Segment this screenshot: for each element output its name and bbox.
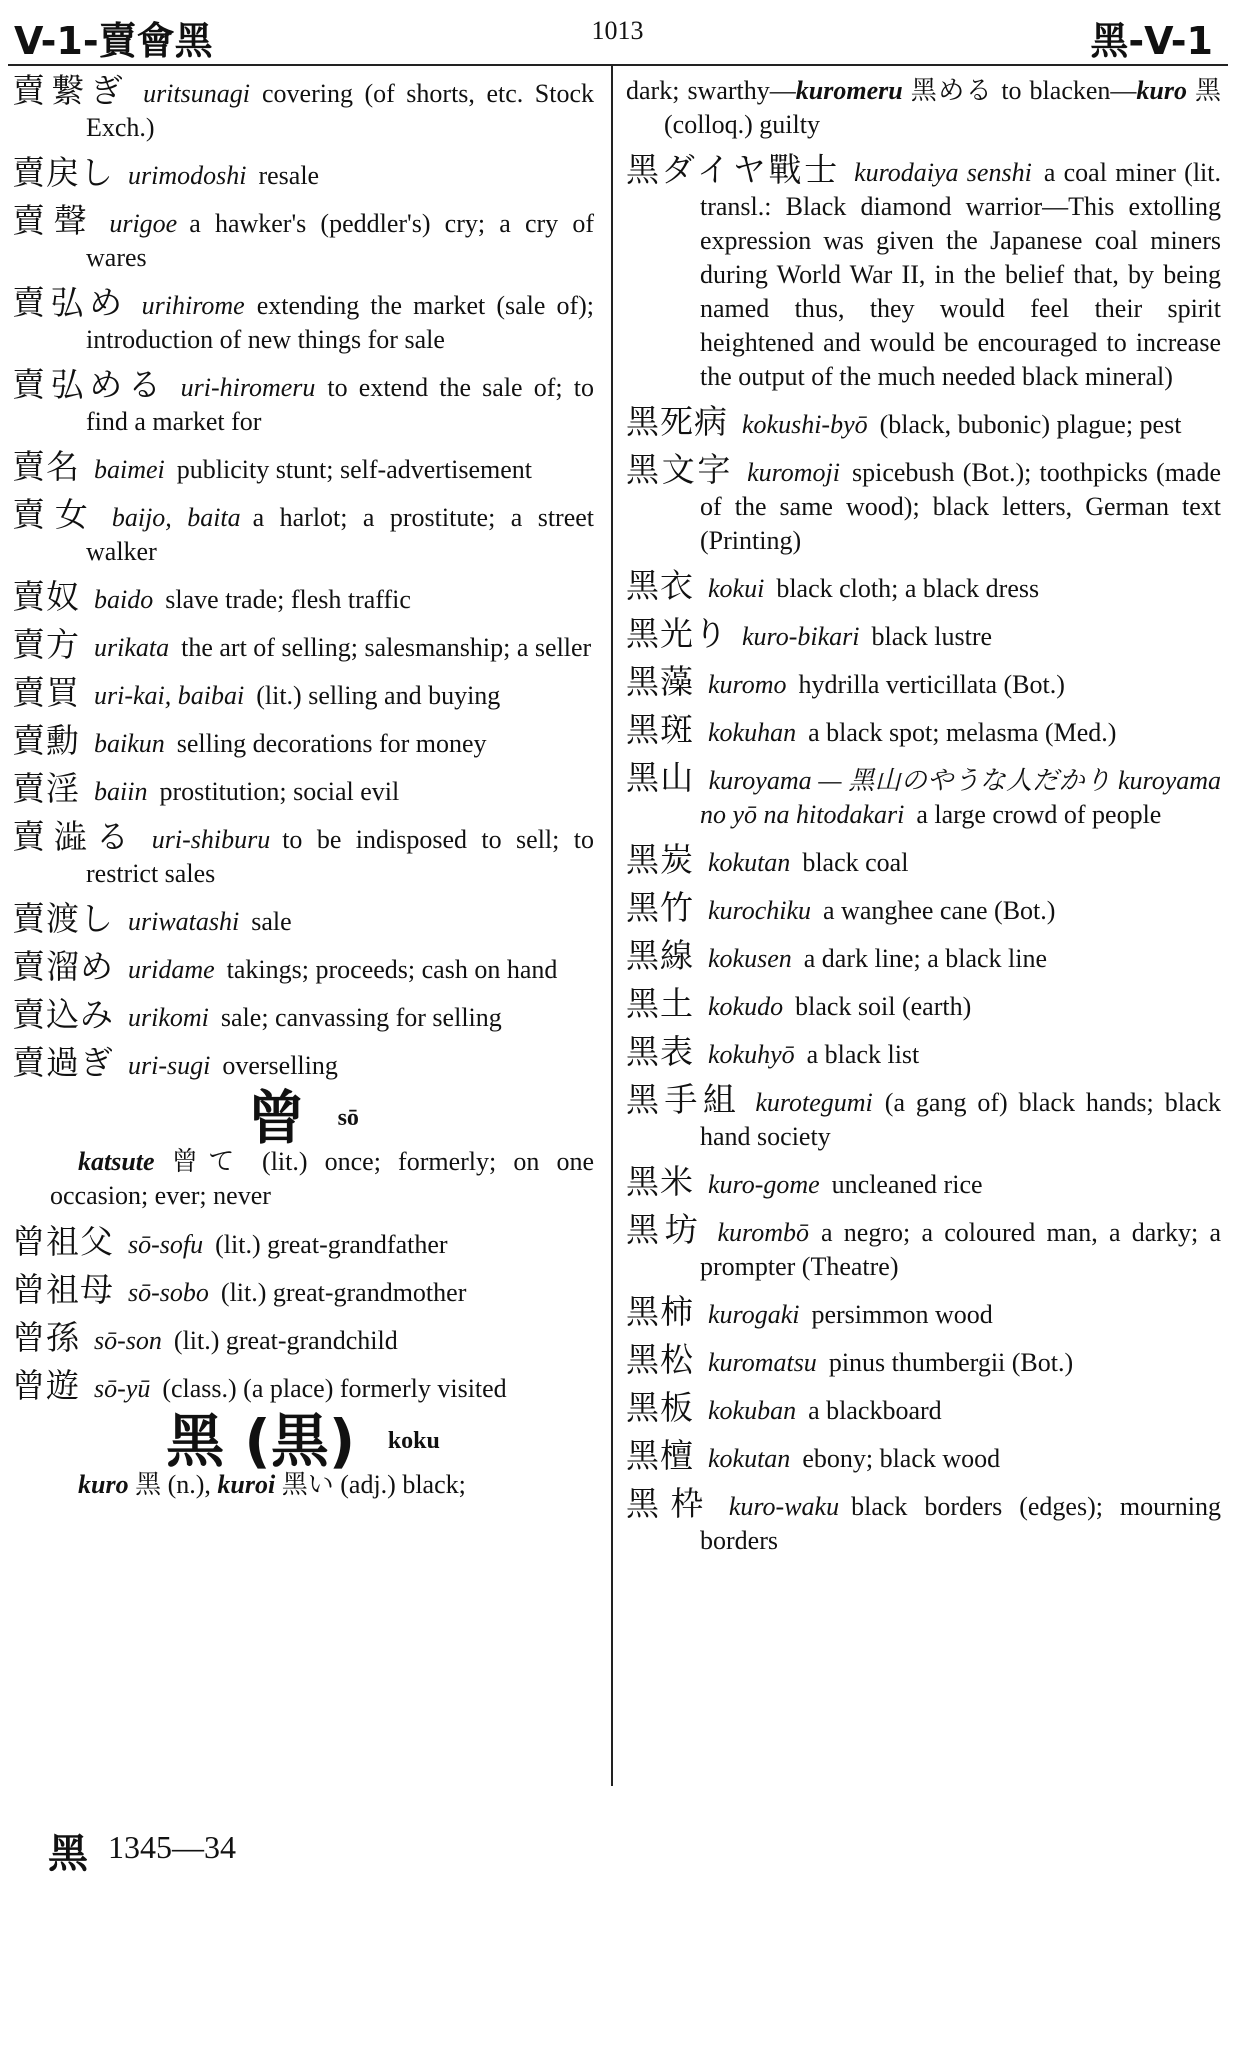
entry-headword: 黑衣 [626, 566, 694, 605]
entry-gloss: (lit.) selling and buying [256, 681, 501, 710]
entry-gloss: takings; proceeds; cash on hand [226, 955, 558, 984]
entry-headword: 賣女 [12, 495, 98, 534]
entry-headword: 賣聲 [12, 201, 96, 240]
entry-headword: 黑土 [626, 984, 694, 1023]
intro-gloss: to blacken— [1001, 76, 1137, 105]
page-header [0, 0, 1235, 66]
intro-reading: kuromeru [795, 76, 903, 105]
entry-gloss: a black list [806, 1040, 920, 1069]
footer-kanji: 黑 [48, 1831, 88, 1877]
entry-romanization: kurotegumi [755, 1088, 873, 1117]
entry-gloss: black lustre [871, 622, 993, 651]
entry-romanization: kokusen [708, 944, 792, 973]
entry-headword: 賣繋ぎ [12, 71, 130, 110]
section-intro-so [12, 1145, 594, 1213]
dictionary-entry [12, 153, 594, 193]
entry-romanization: kurodaiya senshi [854, 158, 1032, 187]
entry-gloss: a dark line; a black line [803, 944, 1048, 973]
column-divider [611, 66, 613, 1786]
entry-headword: 黑竹 [626, 888, 694, 927]
header-left-section-label: V-1-賣會黑 [14, 19, 213, 63]
intro-gloss: (adj.) black; [340, 1470, 466, 1500]
entry-romanization: sō-sobo [128, 1278, 209, 1308]
entry-romanization: urikomi [128, 1003, 209, 1032]
entry-gloss: a harlot; a prostitute; a street walker [86, 503, 594, 566]
intro-gloss: (colloq.) guilty [664, 110, 820, 139]
entry-gloss: persimmon wood [811, 1300, 993, 1329]
entry-headword: 賣買 [12, 673, 80, 712]
entry-romanization: uri-shiburu [151, 825, 271, 854]
right-entry-list [626, 150, 1222, 1558]
dictionary-entry [12, 71, 594, 145]
so-entry-list [12, 1222, 594, 1406]
entry-headword: 賣弘め [12, 283, 128, 322]
entry-headword: 黑炭 [626, 840, 694, 879]
dictionary-entry [12, 769, 594, 809]
entry-headword: 賣名 [12, 447, 80, 486]
entry-headword: 賣勳 [12, 721, 80, 760]
dictionary-entry [626, 1032, 1221, 1072]
entry-gloss: sale [251, 907, 292, 936]
entry-headword: 黑文字 [626, 450, 734, 489]
entry-gloss: black coal [802, 848, 909, 877]
entry-gloss: sale; canvassing for selling [220, 1003, 502, 1032]
entry-headword: 黑檀 [626, 1436, 694, 1475]
dictionary-entry [626, 888, 1221, 928]
entry-romanization: kuromatsu [708, 1348, 817, 1377]
dictionary-entry [626, 1162, 1221, 1202]
dictionary-entry [626, 1080, 1222, 1154]
entry-headword: 曾孫 [12, 1318, 80, 1358]
footer-reference: 1345—34 [108, 1828, 236, 1865]
dictionary-entry [12, 995, 594, 1035]
dictionary-entry [12, 899, 594, 939]
entry-gloss: uncleaned rice [831, 1170, 983, 1199]
section-kanji: 曾 [247, 1084, 306, 1153]
dictionary-entry [12, 1366, 594, 1406]
page-footer [48, 1822, 236, 1879]
entry-romanization: baikun [94, 729, 165, 758]
dictionary-entry [626, 936, 1221, 976]
entry-headword: 黑表 [626, 1032, 694, 1071]
entry-headword: 曾遊 [12, 1366, 80, 1406]
entry-headword: 賣澁る [12, 817, 138, 856]
entry-gloss: selling decorations for money [176, 729, 487, 758]
entry-gloss: extending the market (sale of); introduction of new things for sale [86, 291, 594, 354]
intro-kana: 黑 [1195, 76, 1222, 105]
intro-kana: 黑 [135, 1470, 162, 1500]
entry-romanization: sō-son [94, 1326, 162, 1356]
section-reading: sō [337, 1105, 359, 1132]
section-reading: koku [387, 1428, 440, 1455]
dictionary-entry [626, 984, 1221, 1024]
entry-gloss: (a gang of) black hands; black hand society [700, 1088, 1222, 1151]
entry-gloss: (class.) (a place) formerly visited [162, 1374, 507, 1404]
entry-headword: 黑斑 [626, 710, 694, 749]
dictionary-entry [626, 402, 1221, 442]
entry-headword: 賣込み [12, 995, 114, 1034]
entry-gloss: a wanghee cane (Bot.) [823, 896, 1056, 925]
entry-gloss: publicity stunt; self-advertisement [176, 455, 533, 484]
entry-romanization: baiin [94, 777, 148, 806]
dictionary-entry [626, 1388, 1221, 1428]
entry-headword: 黑手組 [626, 1080, 742, 1119]
entry-gloss: slave trade; flesh traffic [165, 585, 411, 614]
dictionary-entry [626, 662, 1221, 702]
entry-gloss: a large crowd of people [916, 800, 1162, 829]
dictionary-entry [12, 447, 594, 487]
dictionary-entry [626, 1484, 1222, 1558]
entry-headword: 黑坊 [626, 1210, 704, 1249]
entry-headword: 賣過ぎ [12, 1043, 114, 1082]
dictionary-entry [626, 1436, 1221, 1476]
intro-kana: 黑い [281, 1470, 334, 1500]
entry-headword: 賣戻し [12, 153, 114, 192]
entry-gloss: prostitution; social evil [159, 777, 400, 806]
dictionary-entry [12, 1043, 594, 1083]
entry-gloss: black soil (earth) [795, 992, 972, 1021]
dictionary-entry [626, 566, 1221, 606]
entry-romanization: kuro-bikari [742, 622, 860, 651]
intro-kana: 黑める [910, 76, 994, 105]
entry-gloss: (lit.) great-grandfather [215, 1230, 448, 1260]
entry-romanization: uritsunagi [143, 79, 250, 108]
entry-romanization: kurochiku [708, 896, 811, 925]
entry-romanization: kuro-waku [728, 1492, 840, 1521]
entry-romanization: urihirome [141, 291, 245, 320]
entry-gloss: black borders (edges); mourning borders [700, 1492, 1222, 1555]
intro-reading: kuro [1136, 76, 1187, 105]
entry-romanization: uridame [128, 955, 215, 984]
dictionary-entry [12, 673, 594, 713]
entry-gloss: (lit.) great-grandmother [220, 1278, 467, 1308]
entry-romanization: kuromoji [747, 458, 840, 487]
entry-gloss: to extend the sale of; to find a market for [86, 373, 594, 436]
entry-headword: 黑ダイヤ戰士 [626, 150, 841, 189]
entry-headword: 黑松 [626, 1340, 694, 1379]
entry-gloss: a black spot; melasma (Med.) [808, 718, 1117, 747]
entry-romanization: sō-sofu [128, 1230, 204, 1260]
entry-romanization: kokutan [708, 1444, 791, 1473]
dictionary-entry [12, 495, 594, 569]
dictionary-entry [626, 840, 1221, 880]
dictionary-entry [12, 1270, 594, 1310]
entry-gloss: a blackboard [808, 1396, 942, 1425]
entry-romanization: kokuhan [708, 718, 797, 747]
intro-reading: katsute [78, 1147, 155, 1177]
entry-gloss: a negro; a coloured man, a darky; a prompter (Theatre) [700, 1218, 1222, 1281]
header-rule [8, 64, 1228, 66]
entry-headword: 賣淫 [12, 769, 80, 808]
entry-romanization: baimei [94, 455, 165, 484]
entry-gloss: to be indisposed to sell; to restrict sales [86, 825, 595, 888]
continued-intro [626, 74, 1221, 142]
dictionary-entry [12, 283, 594, 357]
entry-romanization: kuro-gome [708, 1170, 820, 1199]
entry-headword: 黑死病 [626, 402, 728, 441]
page-number: 1013 [591, 16, 644, 45]
entry-gloss: resale [258, 161, 320, 190]
entry-romanization: kokushi-byō [742, 410, 868, 439]
left-entry-list [12, 71, 595, 1083]
entry-romanization: kuromo [708, 670, 787, 699]
entry-headword: 黑光り [626, 614, 728, 653]
dictionary-entry [12, 577, 594, 617]
dictionary-entry [626, 1340, 1221, 1380]
entry-headword: 黑枠 [626, 1484, 715, 1523]
intro-reading: kuro [78, 1470, 129, 1500]
entry-gloss: a hawker's (peddler's) cry; a cry of wares [86, 209, 594, 272]
entry-headword: 賣渡し [12, 899, 114, 938]
entry-romanization: kurogaki [708, 1300, 800, 1329]
entry-romanization: kuroyama — 黑山のやうな人だかり kuroyama no yō na hitodakari [700, 766, 1222, 829]
dictionary-entry [12, 817, 595, 891]
entry-romanization: kokutan [708, 848, 791, 877]
entry-headword: 黑板 [626, 1388, 694, 1427]
entry-romanization: uri-kai, baibai [94, 681, 245, 710]
entry-romanization: baijo, baita [111, 503, 241, 532]
entry-headword: 黑柿 [626, 1292, 694, 1331]
entry-romanization: urigoe [109, 209, 178, 238]
left-column [12, 71, 595, 1514]
entry-romanization: kurombō [717, 1218, 809, 1247]
section-heading-koku [12, 1407, 594, 1476]
dictionary-entry [626, 710, 1221, 750]
entry-gloss: ebony; black wood [802, 1444, 1001, 1473]
entry-romanization: uri-hiromeru [180, 373, 316, 402]
dictionary-entry [12, 1222, 594, 1262]
intro-gloss: dark; swarthy— [626, 76, 796, 105]
entry-headword: 黑藻 [626, 662, 694, 701]
entry-romanization: kokuban [708, 1396, 797, 1425]
entry-romanization: kokuhyō [708, 1040, 795, 1069]
entry-gloss: black cloth; a black dress [776, 574, 1040, 603]
header-right-section-label: 黑-V-1 [1090, 19, 1213, 63]
entry-headword: 黑線 [626, 936, 694, 975]
entry-headword: 賣弘める [12, 365, 167, 404]
dictionary-entry [626, 1210, 1222, 1284]
entry-headword: 賣方 [12, 625, 80, 664]
entry-gloss: a coal miner (lit. transl.: Black diamond warrior—This extolling expression was given the Japanese coal miners during World War II, in the belief that, by being named thus, they would feel their spirit heightened and would be encouraged to increase the output of the much needed black mineral) [700, 158, 1221, 391]
dictionary-entry [626, 614, 1221, 654]
entry-headword: 黑山 [626, 758, 695, 797]
entry-romanization: kokui [708, 574, 765, 603]
entry-romanization: uriwatashi [128, 907, 240, 936]
entry-gloss: spicebush (Bot.); toothpicks (made of the same wood); black letters, German text (Printing) [700, 458, 1222, 555]
dictionary-entry [626, 758, 1222, 832]
section-heading-so [12, 1084, 594, 1153]
dictionary-entry [626, 1292, 1221, 1332]
entry-romanization: urimodoshi [128, 161, 247, 190]
entry-gloss: hydrilla verticillata (Bot.) [798, 670, 1065, 699]
intro-kana: 曾て [171, 1147, 245, 1177]
entry-gloss: the art of selling; salesmanship; a seller [181, 633, 592, 662]
dictionary-entry [626, 150, 1221, 394]
entry-romanization: urikata [94, 633, 170, 662]
entry-romanization: kokudo [708, 992, 784, 1021]
dictionary-entry [12, 947, 594, 987]
dictionary-entry [626, 450, 1222, 558]
dictionary-entry [12, 365, 594, 439]
right-column [626, 74, 1221, 1569]
entry-gloss: pinus thumbergii (Bot.) [828, 1348, 1074, 1377]
dictionary-entry [12, 721, 594, 761]
entry-romanization: baido [94, 585, 154, 614]
entry-headword: 曾祖父 [12, 1222, 114, 1262]
dictionary-entry [12, 625, 594, 665]
section-kanji: 黑 (黒) [166, 1407, 356, 1476]
section-intro-koku [12, 1468, 594, 1502]
entry-gloss: covering (of shorts, etc. Stock Exch.) [86, 79, 594, 142]
dictionary-entry [12, 1318, 594, 1358]
entry-headword: 曾祖母 [12, 1270, 114, 1310]
dictionary-entry [12, 201, 594, 275]
entry-gloss: (lit.) great-grandchild [173, 1326, 398, 1356]
intro-gloss: (n.), [167, 1470, 211, 1500]
entry-headword: 賣溜め [12, 947, 114, 986]
entry-headword: 黑米 [626, 1162, 694, 1201]
intro-gloss: (lit.) once; formerly; on one occasion; ever; never [50, 1147, 594, 1211]
entry-gloss: (black, bubonic) plague; pest [879, 410, 1182, 439]
intro-reading: kuroi [217, 1470, 276, 1500]
entry-romanization: uri-sugi [128, 1051, 211, 1080]
entry-romanization: sō-yū [94, 1374, 151, 1404]
entry-headword: 賣奴 [12, 577, 80, 616]
entry-gloss: overselling [222, 1051, 338, 1080]
